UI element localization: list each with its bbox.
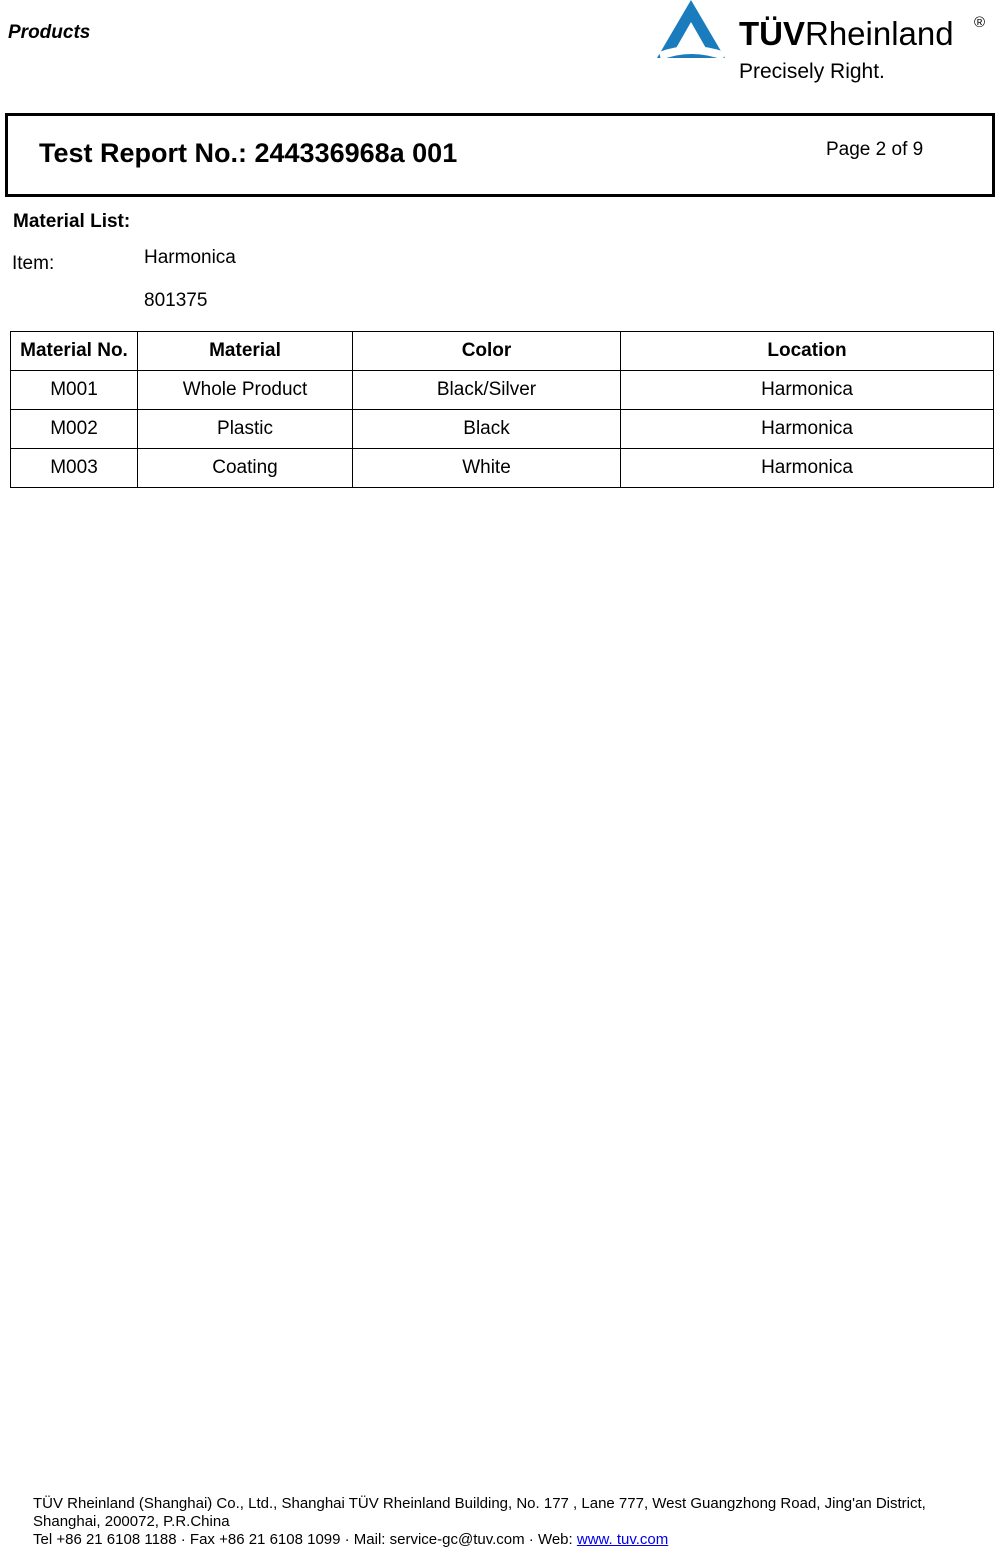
report-header-box [5, 113, 995, 197]
report-title: Test Report No.: 244336968a 001 [39, 138, 458, 168]
footer-line-3 [33, 1531, 926, 1549]
table-header-row [11, 332, 994, 371]
cell-material-no: M003 [11, 449, 138, 488]
brand-name [739, 14, 954, 54]
footer-line-2: Shanghai, 200072, P.R.China [33, 1513, 230, 1530]
material-list-heading: Material List: [13, 211, 131, 232]
column-header-material-no: Material No. [11, 332, 138, 371]
triangle-logo-icon [655, 0, 735, 92]
column-header-material: Material [138, 332, 353, 371]
brand-regular: Rheinland [805, 15, 954, 52]
cell-material: Plastic [138, 410, 353, 449]
cell-color: Black [353, 410, 621, 449]
brand-tagline: Precisely Right. [739, 60, 885, 83]
footer-line-1: TÜV Rheinland (Shanghai) Co., Ltd., Shanghai TÜV Rheinland Building, No. 177 , Lane 777, West Guangzhong Road, Jing'an District, [33, 1495, 926, 1512]
registered-mark: ® [974, 14, 986, 31]
cell-material: Coating [138, 449, 353, 488]
item-number: 801375 [144, 290, 208, 311]
cell-color: Black/Silver [353, 371, 621, 410]
column-header-color: Color [353, 332, 621, 371]
cell-color: White [353, 449, 621, 488]
column-header-location: Location [621, 332, 994, 371]
web-link[interactable]: www. tuv.com [576, 1531, 669, 1548]
cell-material-no: M001 [11, 371, 138, 410]
table-row [11, 410, 994, 449]
cell-material: Whole Product [138, 371, 353, 410]
material-table [10, 331, 994, 488]
table-row [11, 449, 994, 488]
page-category: Products [8, 22, 91, 43]
item-label: Item: [12, 253, 55, 274]
brand-bold: TÜV [739, 15, 805, 52]
cell-location: Harmonica [621, 410, 994, 449]
footer-address [33, 1495, 926, 1549]
footer-contact: Tel +86 21 6108 1188 · Fax +86 21 6108 1099 · Mail: service-gc@tuv.com · Web: [33, 1531, 577, 1548]
item-name: Harmonica [144, 247, 236, 268]
cell-location: Harmonica [621, 449, 994, 488]
cell-material-no: M002 [11, 410, 138, 449]
table-row [11, 371, 994, 410]
cell-location: Harmonica [621, 371, 994, 410]
page-number: Page 2 of 9 [826, 139, 924, 160]
